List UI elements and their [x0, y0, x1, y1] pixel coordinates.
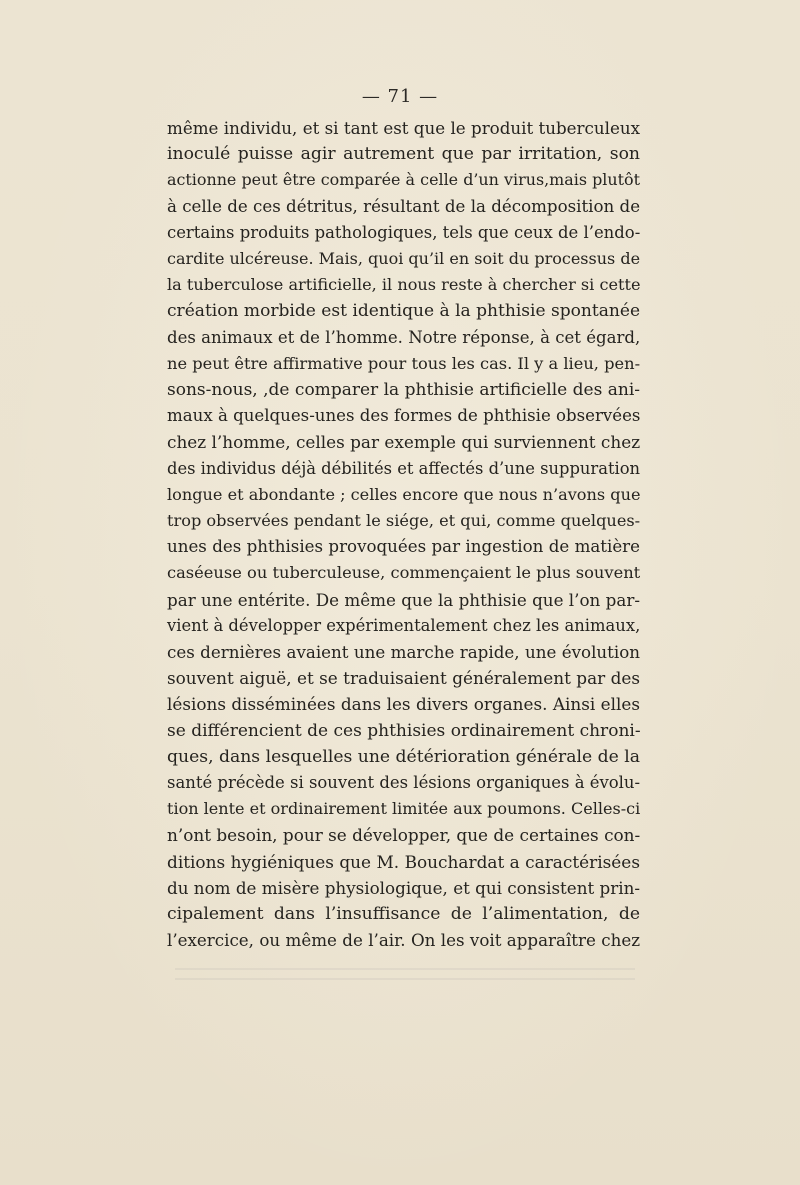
text-line: par une entérite. De même que la phthisie que l’on par- [167, 589, 640, 610]
text-line: même individu, et si tant est que le produit tuberculeux [167, 118, 640, 138]
text-line: n’ont besoin, pour se développer, que de certaines con- [167, 825, 641, 846]
text-line: ditions hygiéniques que M. Bouchardat a caractérisées [167, 851, 640, 872]
text-line: maux à quelques-unes des formes de phthisie observées [167, 406, 641, 426]
text-line: inoculé puisse agir autrement que par irritation, son [167, 144, 640, 165]
text-line: à celle de ces détritus, résultant de la décomposition de [167, 196, 641, 216]
text-line: tion lente et ordinairement limitée aux poumons. Celles-ci [167, 799, 641, 819]
page-number: — 71 — [361, 86, 439, 107]
text-line: cardite ulcéreuse. Mais, quoi qu’il en soit du processus de [167, 249, 641, 269]
text-line: souvent aiguë, et se traduisaient généralement par des [167, 668, 640, 689]
text-line: des animaux et de l’homme. Notre réponse, à cet égard, [167, 327, 641, 347]
text-line: santé précède si souvent des lésions organiques à évolu- [167, 773, 641, 793]
text-line: sons-nous, ,de comparer la phthisie artificielle des ani- [167, 380, 641, 401]
text-line: lésions disséminées dans les divers organes. Ainsi elles [167, 694, 640, 715]
text-line: ces dernières avaient une marche rapide, une évolution [167, 642, 640, 663]
body-text [167, 115, 640, 954]
text-line: unes des phthisies provoquées par ingestion de matière [167, 537, 640, 557]
text-line: création morbide est identique à la phthisie spontanée [167, 301, 641, 322]
text-line: vient à développer expérimentalement chez les animaux, [167, 615, 641, 635]
text-line: la tuberculose artificielle, il nous reste à chercher si cette [167, 275, 641, 295]
text-line: cipalement dans l’insuffisance de l’alimentation, de [167, 904, 640, 925]
text-line: se différencient de ces phthisies ordinairement chroni- [167, 720, 641, 741]
text-line: longue et abondante ; celles encore que nous n’avons que [167, 484, 641, 504]
text-line: actionne peut être comparée à celle d’un virus,mais plutôt [167, 170, 640, 190]
text-line: ques, dans lesquelles une détérioration générale de la [167, 746, 641, 767]
text-line: du nom de misère physiologique, et qui consistent prin- [167, 877, 641, 898]
text-line: certains produits pathologiques, tels que ceux de l’endo- [167, 222, 641, 242]
text-line: l’exercice, ou même de l’air. On les voit apparaître chez [167, 930, 640, 951]
text-line: trop observées pendant le siége, et qui, comme quelques- [167, 511, 641, 531]
text-line: des individus déjà débilités et affectés d’une suppuration [167, 458, 641, 478]
text-line: chez l’homme, celles par exemple qui surviennent chez [167, 432, 641, 453]
text-line: ne peut être affirmative pour tous les cas. Il y a lieu, pen- [167, 353, 641, 373]
text-line: caséeuse ou tuberculeuse, commençaient le plus souvent [167, 563, 641, 583]
show-through-texture [175, 960, 635, 1000]
